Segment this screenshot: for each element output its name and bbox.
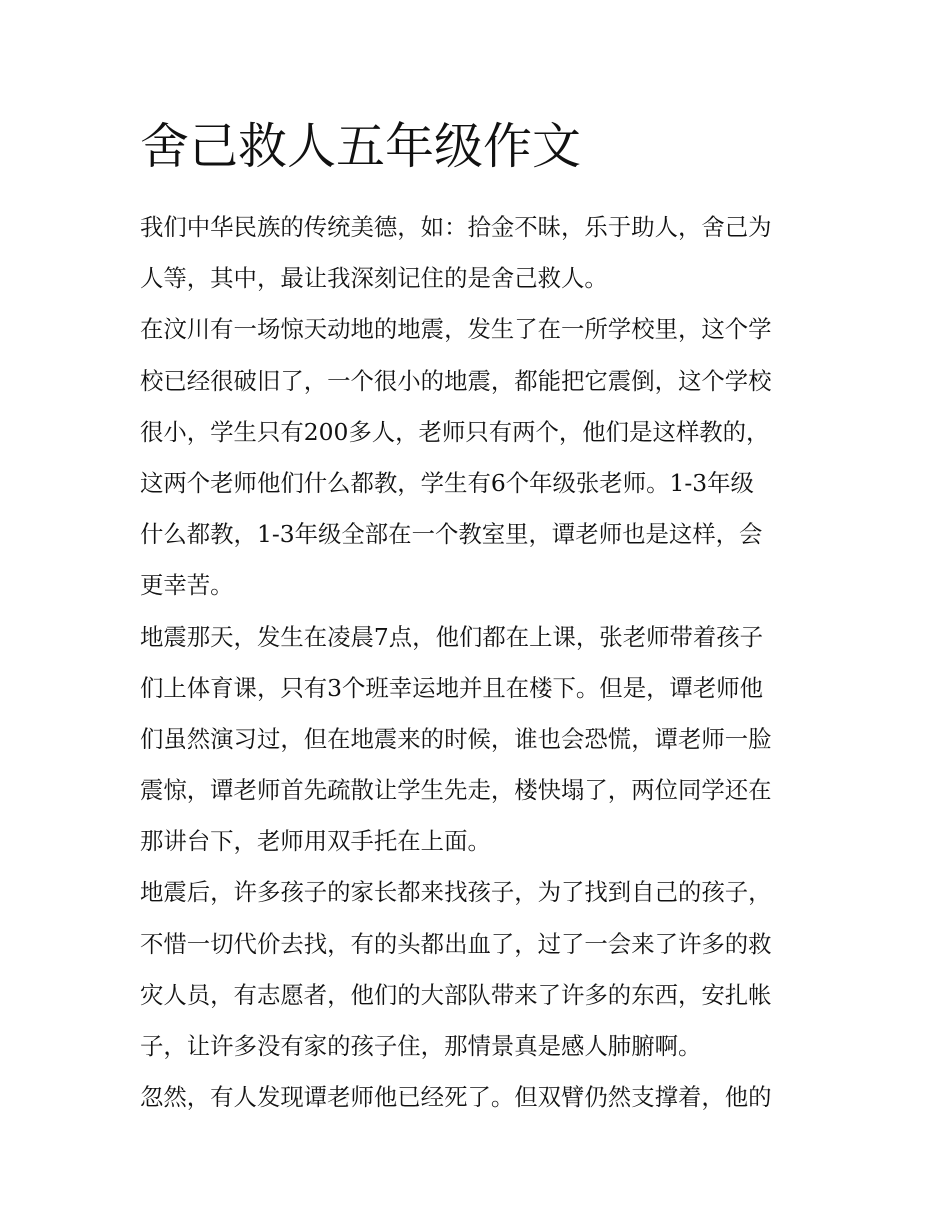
text-line-9: 地震那天，发生在凌晨7点，他们都在上课，张老师带着孩子 <box>140 622 764 651</box>
text-line-7: 什么都教，1-3年级全部在一个教室里，谭老师也是这样，会 <box>140 520 763 549</box>
text-line-1: 我们中华民族的传统美德，如：拾金不昧，乐于助人，舍己为 <box>140 213 772 241</box>
text-line-17: 子，让许多没有家的孩子住，那情景真是感人肺腑啊。 <box>140 1032 702 1060</box>
text-line-18: 忽然，有人发现谭老师他已经死了。但双臂仍然支撑着，他的 <box>140 1083 772 1112</box>
text-line-10: 们上体育课，只有3个班幸运地并且在楼下。但是，谭老师他 <box>140 673 764 702</box>
document-body <box>140 202 816 1123</box>
document-content <box>140 112 816 1123</box>
document-title: 舍己救人五年级作文 <box>140 118 582 175</box>
text-line-5: 很小，学生只有200多人，老师只有两个，他们是这样教的， <box>140 417 770 446</box>
text-line-16: 灾人员，有志愿者，他们的大部队带来了许多的东西，安扎帐 <box>140 980 772 1009</box>
text-line-11: 们虽然演习过，但在地震来的时候，谁也会恐慌，谭老师一脸 <box>140 724 772 753</box>
text-line-4: 校已经很破旧了，一个很小的地震，都能把它震倒，这个学校 <box>140 366 772 395</box>
text-line-13: 那讲台下，老师用双手托在上面。 <box>140 827 491 856</box>
text-line-3: 在汶川有一场惊天动地的地震，发生了在一所学校里，这个学 <box>140 315 772 344</box>
text-line-14: 地震后，许多孩子的家长都来找孩子，为了找到自己的孩子， <box>140 878 772 907</box>
text-line-8: 更幸苦。 <box>140 571 234 600</box>
text-line-15: 不惜一切代价去找，有的头都出血了，过了一会来了许多的救 <box>140 929 772 958</box>
text-line-12: 震惊，谭老师首先疏散让学生先走，楼快塌了，两位同学还在 <box>140 776 772 805</box>
text-line-6: 这两个老师他们什么都教，学生有6个年级张老师。1-3年级 <box>140 468 754 497</box>
text-line-2: 人等，其中，最让我深刻记住的是舍己救人。 <box>140 264 608 293</box>
